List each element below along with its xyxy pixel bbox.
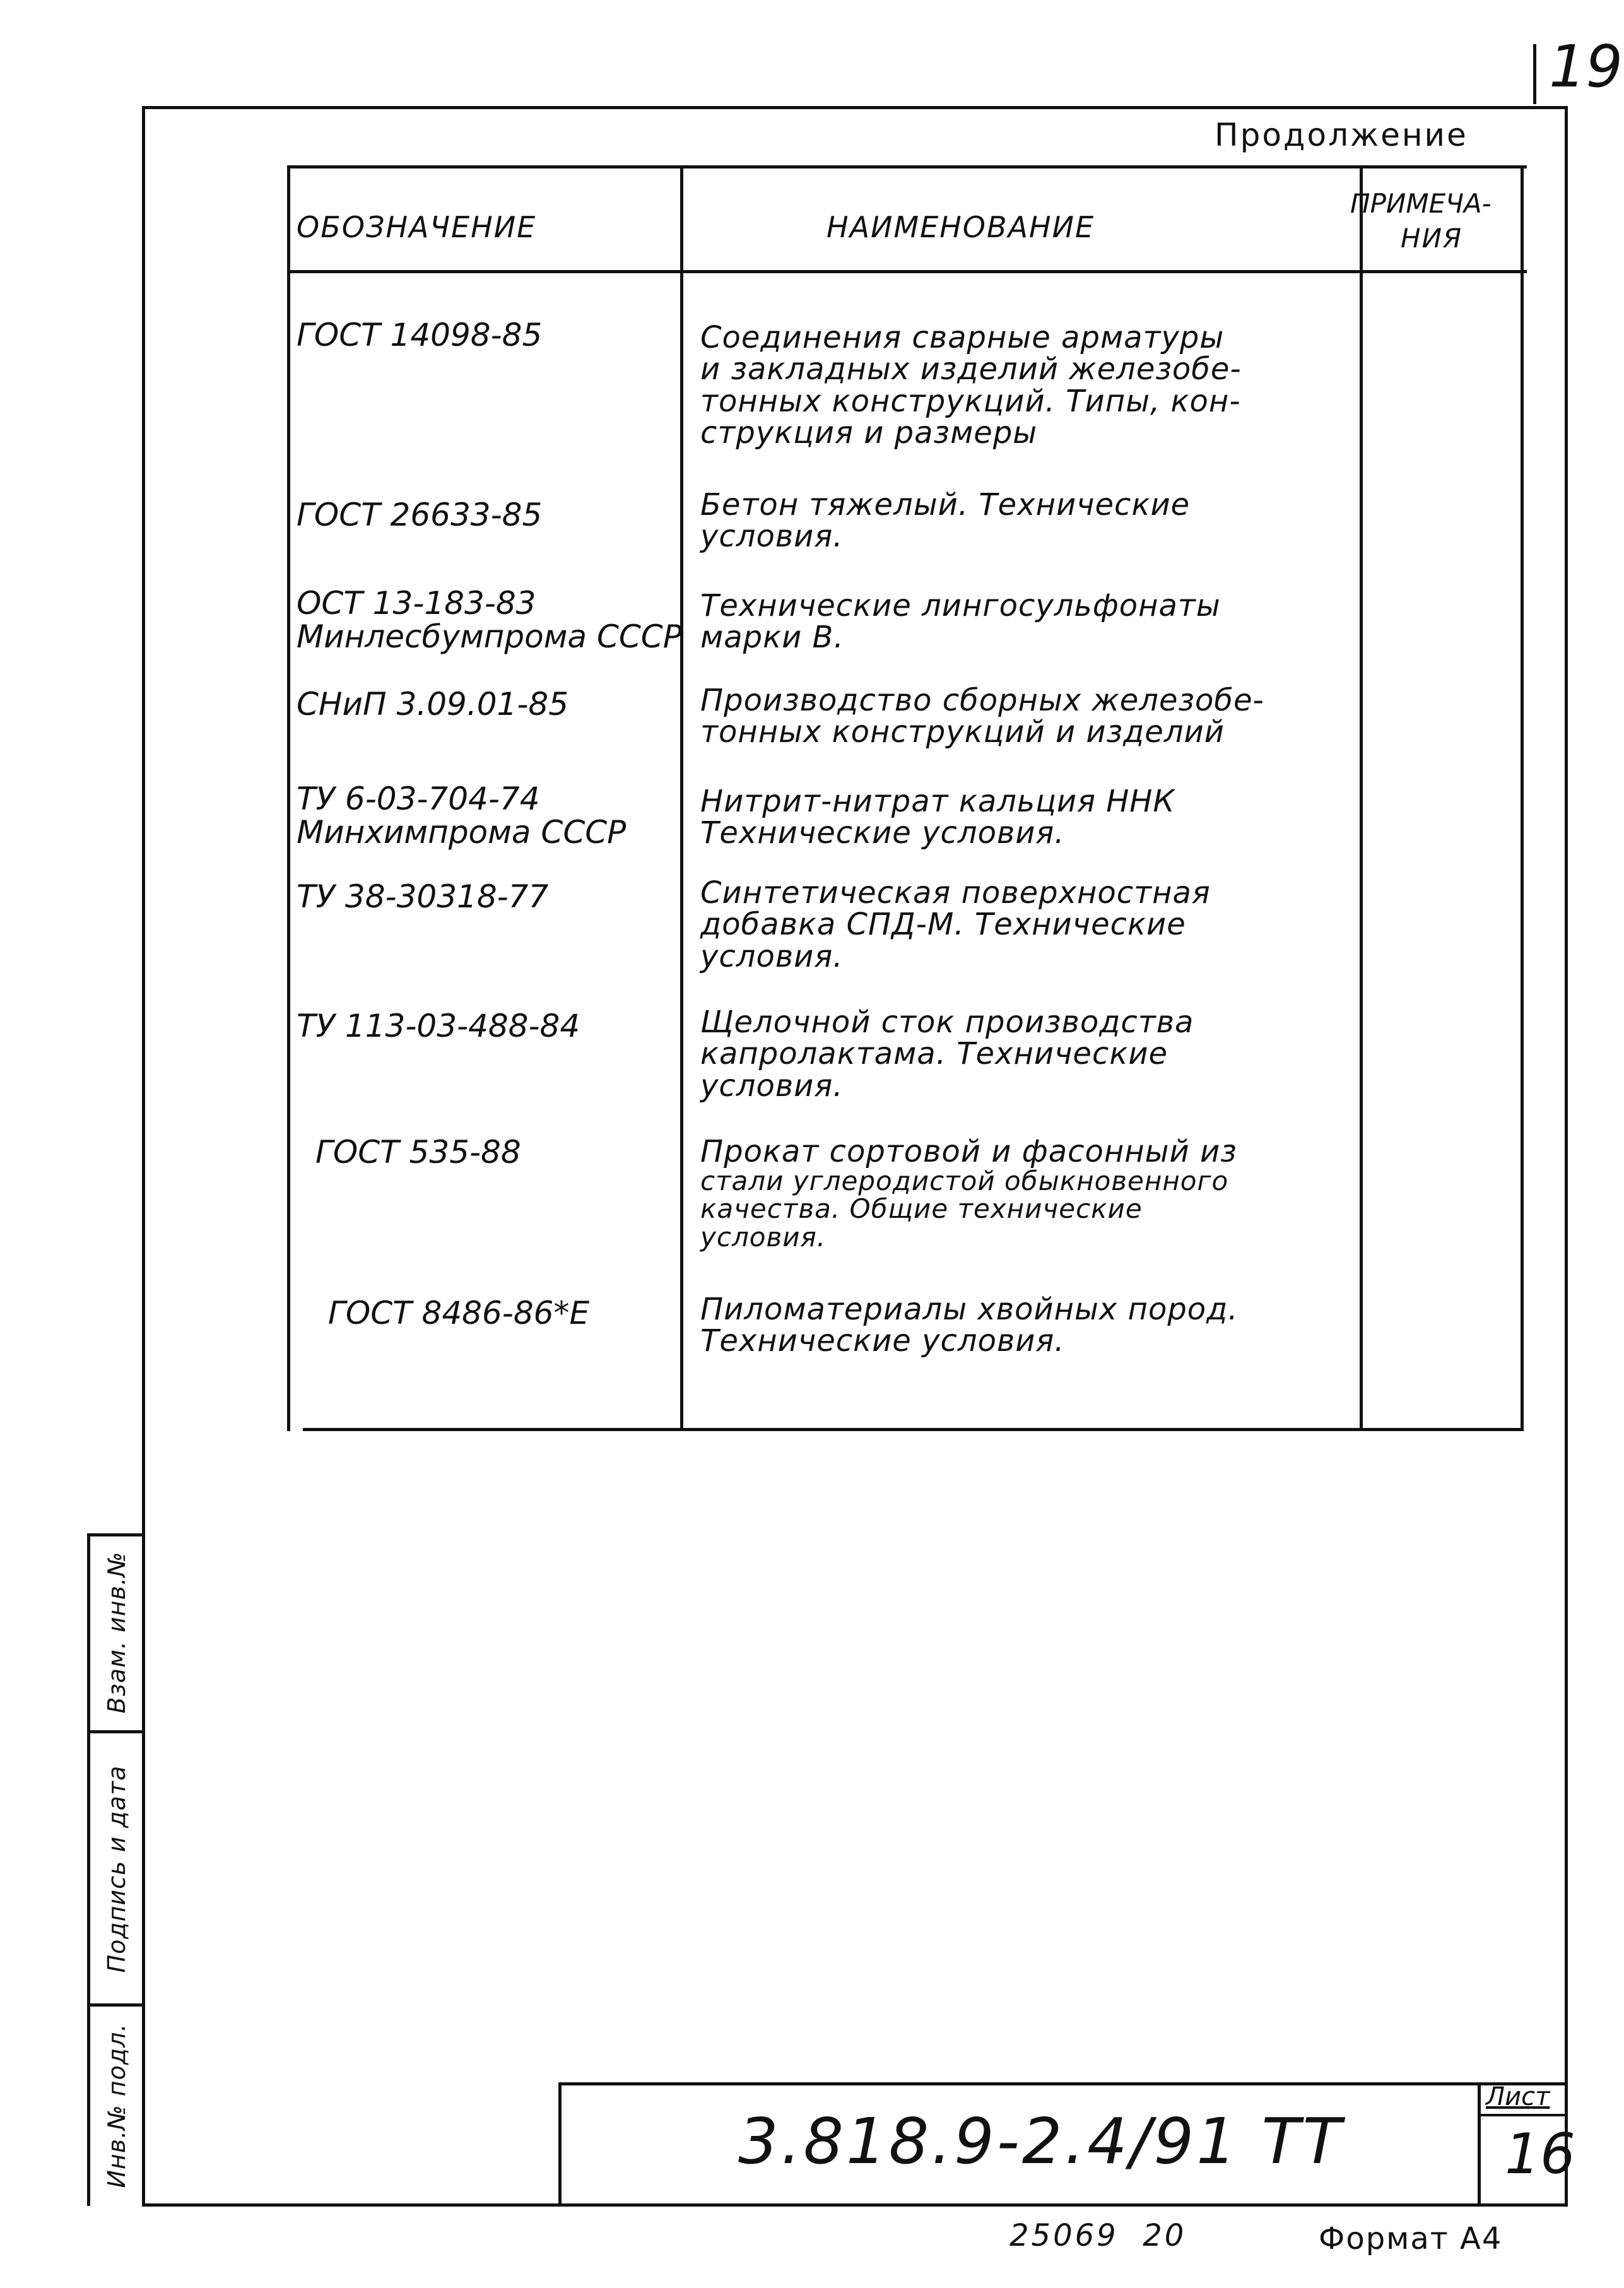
row-4-code: СНиП 3.09.01-85: [297, 686, 569, 722]
side-label-inv-orig: Инв.№ подл.: [103, 2023, 131, 2188]
row-3-name: Технические лингосульфонаты марки В.: [700, 588, 1221, 656]
row-3-code: ОСТ 13-183-83 Минлесбумпрома СССР: [297, 585, 682, 655]
page-number: 19: [1549, 33, 1623, 100]
side-label-replaces-inv: Взам. инв.№: [103, 1551, 131, 1714]
side-label-signature-date: Подпись и дата: [103, 1765, 131, 1973]
title-block-sheet-label-line: [1478, 2114, 1568, 2116]
document-code: 3.818.9-2.4/91 ТТ: [738, 2104, 1344, 2178]
continuation-label: Продолжение: [1215, 117, 1468, 153]
row-5-name: Нитрит-нитрат кальция ННК Технические условия.: [700, 784, 1175, 851]
stamp-number: 25069 20: [1009, 2218, 1187, 2253]
frame-left: [142, 106, 145, 2206]
header-notes-line2: НИЯ: [1401, 223, 1463, 254]
row-7-name: Щелочной сток производства капролактама. Технические условия.: [700, 1005, 1194, 1104]
frame-top: [142, 106, 1568, 109]
page-number-divider: [1533, 44, 1536, 104]
row-9-code: ГОСТ 8486-86*Е: [328, 1295, 590, 1331]
row-1-code: ГОСТ 14098-85: [297, 317, 543, 353]
table-left-border: [287, 165, 290, 1431]
side-stamp-top: [87, 1533, 145, 1536]
frame-bottom: [142, 2203, 1568, 2207]
header-name: НАИМЕНОВАНИЕ: [827, 210, 1095, 244]
side-stamp-left-border: [87, 1533, 90, 2206]
table-header-border: [287, 270, 1527, 273]
row-5-code: ТУ 6-03-704-74 Минхимпрома СССР: [297, 781, 627, 851]
row-7-code: ТУ 113-03-488-84: [297, 1008, 580, 1044]
row-6-code: ТУ 38-30318-77: [297, 878, 549, 915]
title-block-sheet-divider: [1478, 2082, 1481, 2206]
row-2-code: ГОСТ 26633-85: [297, 497, 543, 533]
row-2-name: Бетон тяжелый. Технические условия.: [700, 487, 1191, 555]
frame-right: [1565, 106, 1568, 2206]
table-right-border: [1521, 165, 1524, 1431]
row-4-name: Производство сборных железобе- тонных конструкций и изделий: [700, 683, 1264, 750]
format-label: Формат А4: [1319, 2221, 1503, 2256]
row-9-name: Пиломатериалы хвойных пород. Технические условия.: [700, 1292, 1239, 1359]
row-8-code: ГОСТ 535-88: [315, 1134, 521, 1171]
row-8-name: Прокат сортовой и фасонный из стали углеродистой обыкновенного качества. Общие технические условия.: [700, 1134, 1237, 1253]
sheet-number: 16: [1505, 2121, 1575, 2186]
row-1-name: Соединения сварные арматуры и закладных изделий железобе- тонных конструкций. Типы, кон- струкция и размеры: [700, 320, 1242, 451]
title-block-top: [558, 2082, 1568, 2085]
table-top-border: [287, 165, 1527, 168]
header-designation: ОБОЗНАЧЕНИЕ: [297, 210, 537, 244]
row-6-name: Синтетическая поверхностная добавка СПД-М. Технические условия.: [700, 875, 1211, 974]
table-bottom-border: [303, 1428, 1521, 1431]
header-notes-line1: ПРИМЕЧА-: [1350, 188, 1492, 219]
title-block-left: [558, 2082, 562, 2206]
sheet-label: Лист: [1486, 2082, 1550, 2111]
